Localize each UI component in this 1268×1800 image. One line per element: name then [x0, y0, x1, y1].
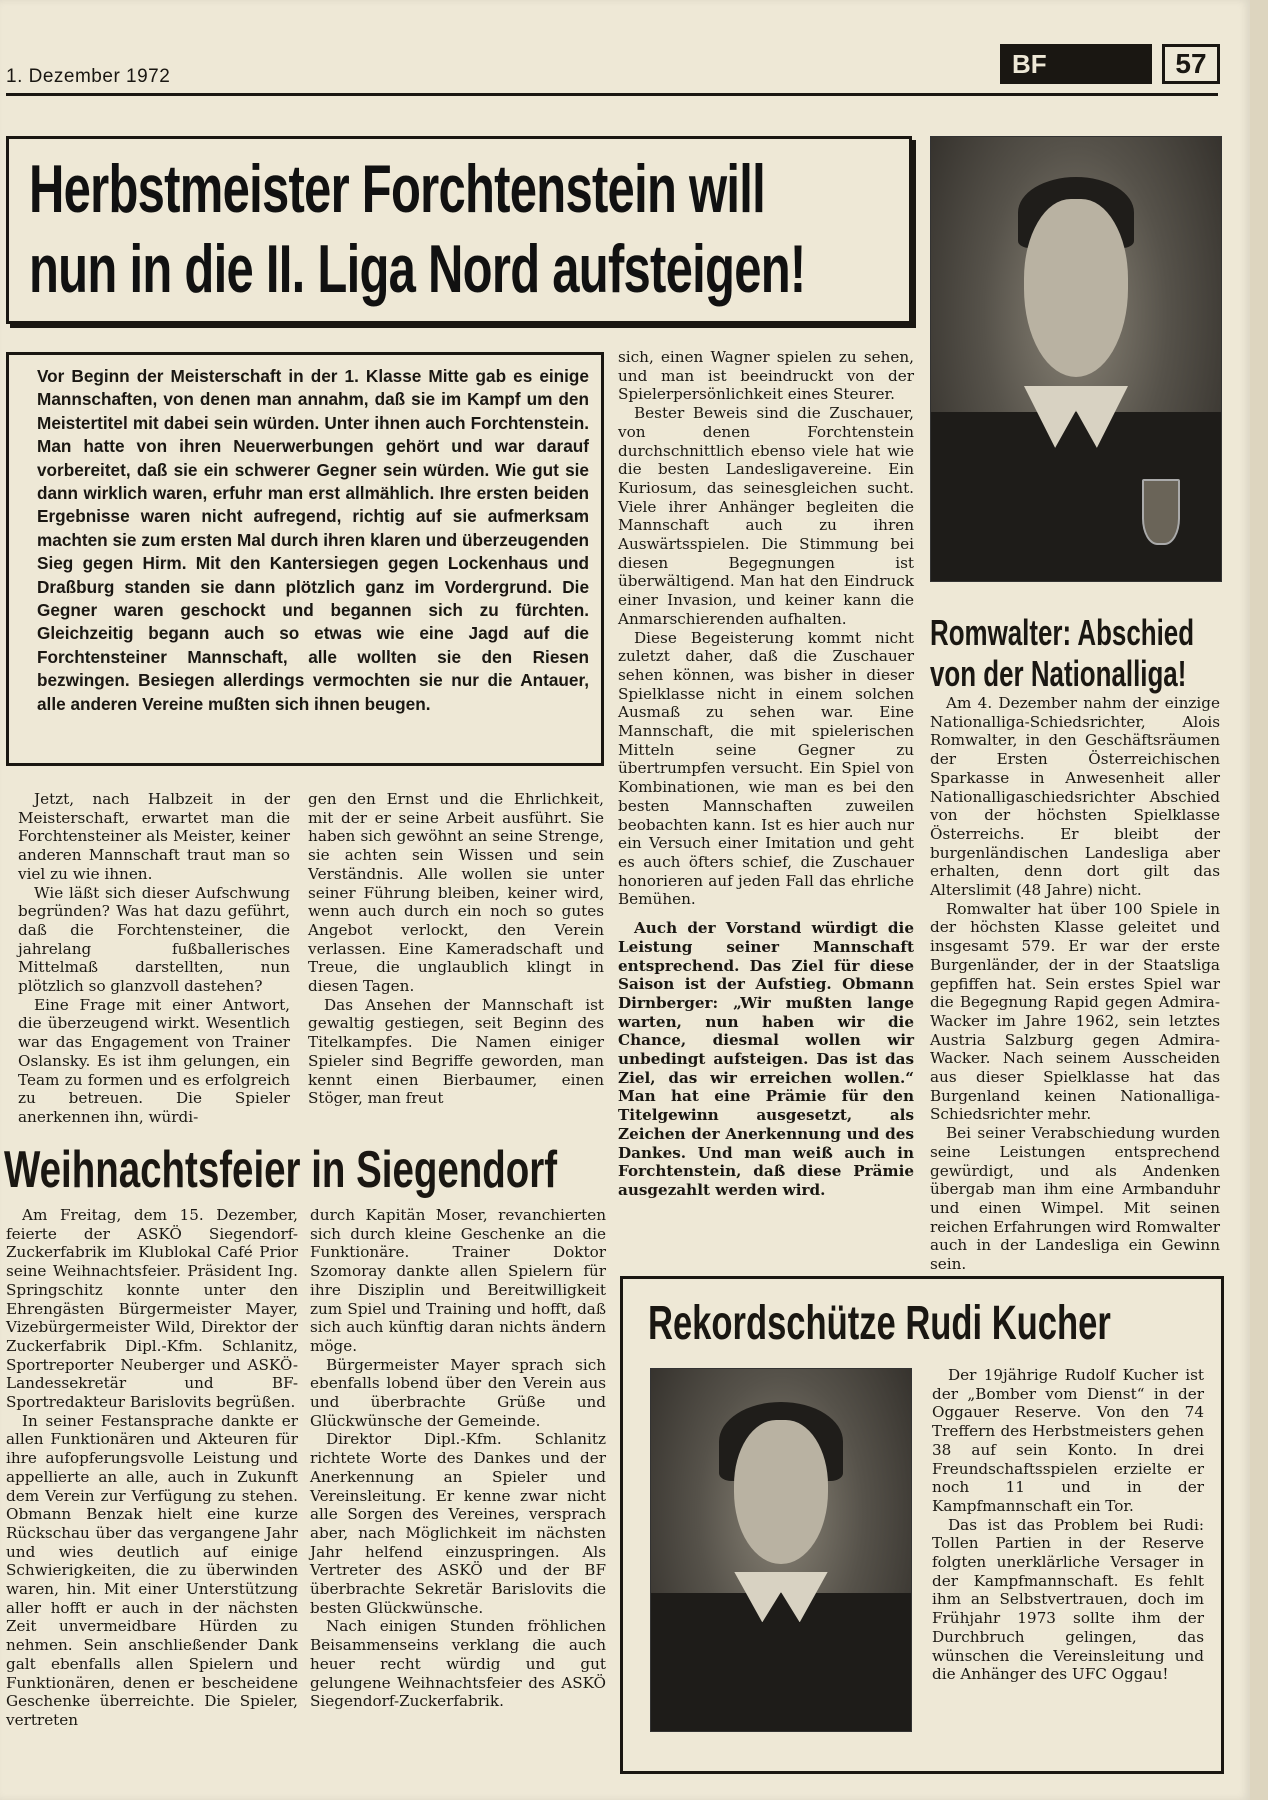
siegendorf-col2-p1: durch Kapitän Moser, revanchierten sich durch kleine Geschenke an die Funktionäre. Trainer Doktor Szomoray dankte allen Spielern für ihre Disziplin und Bereitwilligkeit zum Spiel und Training und hofft, daß sich auch künftig daran nichts ändern möge. [310, 1206, 606, 1355]
photo-face [734, 1420, 828, 1565]
romwalter-photo [930, 136, 1222, 582]
main-article-column-3 [618, 348, 914, 1248]
lead-text: Vor Beginn der Meisterschaft in der 1. Klasse Mitte gab es einige Mannschaften, von denen man annahm, daß sie im Kampf um den Meistertitel mit dabei sein würden. Unter ihnen auch Forchtenstein. Man hatte von ihren Neuerwerbungen gehört und war darauf vorbereitet, daß sie ein schwerer Gegner sein würden. Wie gut sie dann wirklich waren, erfuhr man erst allmählich. Ihre ersten beiden Ergebnisse waren nicht aufregend, richtig auf sie aufmerksam machten sie zum ersten Mal durch ihren klaren und überzeugenden Sieg gegen Hirm. Mit den Kantersiegen gegen Lockenhaus und Draßburg standen sie dann plötzlich ganz im Vordergrund. Die Gegner waren geschockt und begannen sich zu fürchten. Gleichzeitig begann auch so etwas wie eine Jagd auf die Forchtensteiner Mannschaft, alle wollten sie den Riesen bezwingen. Besiegen allerdings vermochten sie nur die Antauer, alle anderen Vereine mußten sich ihnen beugen. [37, 366, 589, 714]
siegendorf-col2-p3: Direktor Dipl.-Kfm. Schlanitz richtete Worte des Dankes und der Anerkennung an Spieler und Vereinsleitung. Er kenne zwar nicht alle Sorgen des Vereines, versprach aber, nach Möglichkeit im nächsten Jahr helfend einzuspringen. Als Vertreter des ASKÖ und der BF überbrachte Sekretär Barislovits die besten Glückwünsche. [310, 1430, 606, 1617]
main-col2-p2: Das Ansehen der Mannschaft ist gewaltig gestiegen, seit Beginn des Titelkampfes. Die Namen einiger Spieler sind Begriffe geworden, man kennt einen Bierbaumer, einen Stöger, man freut [308, 995, 604, 1108]
page-number: 57 [1162, 44, 1220, 84]
main-headline-box [6, 136, 912, 324]
romwalter-headline [930, 612, 1194, 695]
siegendorf-column-1 [6, 1206, 298, 1786]
romwalter-headline-line1: Romwalter: Abschied [930, 612, 1195, 653]
main-col3-p4: Auch der Vorstand würdigt die Leistung seiner Mannschaft entsprechend. Das Ziel für diese Saison ist der Aufstieg. Obmann Dirnberger: „Wir mußten lange warten, nun haben wir die Chance, diesmal wollen wir unbedingt aufsteigen. Das ist das Ziel, das wir erreichen wollen.“ Man hat eine Prämie für den Titelgewinn ausgesetzt, als Zeichen der Anerkennung und des Dankes. Und man weiß auch in Forchtenstein, daß diese Prämie ausgezahlt werden wird. [618, 919, 914, 1199]
main-col2-p1: gen den Ernst und die Ehrlichkeit, mit der er seine Arbeit ausführt. Sie haben sich gewöhnt an seine Strenge, sie achten sein Wissen und sein Verständnis. Alle wollen sie unter seiner Führung bleiben, keiner wird, wenn auch durch ein noch so gutes Angebot verlockt, den Verein verlassen. Eine Kameradschaft und Treue, die unglaublich klingt in diesen Tagen. [308, 790, 604, 996]
main-headline-line2: nun in die II. Liga Nord aufsteigen! [29, 231, 806, 307]
kucher-headline: Rekordschütze Rudi Kucher [648, 1297, 1111, 1350]
lead-paragraph-box [6, 352, 604, 766]
romwalter-article [930, 694, 1220, 1274]
main-col1-p2: Wie läßt sich dieser Aufschwung begründen? Was hat dazu geführt, daß die Forchtensteiner, die jahrelang fußballerisches Mittelmaß darstellten, nun plötzlich so glanzvoll dastehen? [18, 883, 290, 996]
siegendorf-col1-p1: Am Freitag, dem 15. Dezember, feierte der ASKÖ Siegendorf-Zuckerfabrik im Klublokal Café Prior seine Weihnachtsfeier. Präsident Ing. Springschitz konnte unter den Ehrengästen Bürgermeister Mayer, Vizebürgermeister Wild, Direktor der Zuckerfabrik Dipl.-Kfm. Schlanitz, Sportreporter Neuberger und ASKÖ-Landessekretär und BF-Sportredakteur Barislovits begrüßen. [6, 1206, 298, 1412]
photo-shirt [651, 1593, 911, 1731]
main-headline-line1: Herbstmeister Forchtenstein will [29, 151, 766, 227]
photo-face [1024, 199, 1128, 377]
main-col3-p1: sich, einen Wagner spielen zu sehen, und man ist beeindruckt von der Spielerpersönlichkeit eines Steurer. [618, 348, 914, 404]
siegendorf-col2-p2: Bürgermeister Mayer sprach sich ebenfalls lobend über den Verein aus und überbrachte Grüße und Glückwünsche der Gemeinde. [310, 1355, 606, 1430]
issue-date: 1. Dezember 1972 [6, 66, 171, 87]
kucher-photo [650, 1368, 912, 1732]
publication-logo: BF [1000, 44, 1152, 84]
romwalter-p1: Am 4. Dezember nahm der einzige Nationalliga-Schiedsrichter, Alois Romwalter, in den Geschäftsräumen der Ersten Österreichischen Sparkasse in Anwesenheit aller Nationalligaschiedsrichter Abschied von der höchsten Spielklasse Österreichs. Er bleibt der burgenländischen Landesliga aber erhalten, denn dort gilt das Alterslimit (48 Jahre) nicht. [930, 694, 1220, 900]
siegendorf-column-2 [310, 1206, 606, 1786]
main-article-column-2 [308, 790, 604, 1114]
romwalter-p3: Bei seiner Verabschiedung wurden seine Leistungen entsprechend gewürdigt, und als Andenken übergab man ihm eine Armbanduhr und einen Wimpel. Mit seinen reichen Erfahrungen wird Romwalter auch in der Landesliga ein Gewinn sein. [930, 1124, 1220, 1274]
header-rule [6, 93, 1218, 96]
siegendorf-col1-p2: In seiner Festansprache dankte er allen Funktionären und Akteuren für ihre aufopferungsvolle Leistung und appellierte an alle, auch in Zukunft dem Verein zur Verfügung zu stehen. Obmann Benzak hielt eine kurze Rückschau über das vergangene Jahr und wies deutlich auf einige Schwierigkeiten, die zu überwinden waren, hin. Mit einer Unterstützung aller hofft er auch in der nächsten Zeit unvermeidbare Hürden zu nehmen. Sein anschließender Dank galt ebenfalls allen Spielern und Funktionären, denen er bescheidene Geschenke überreichte. Die Spieler, vertreten [6, 1411, 298, 1729]
main-article-column-1 [18, 790, 290, 1126]
main-col1-p1: Jetzt, nach Halbzeit in der Meisterschaft, erwartet man die Forchtensteiner als Meister, keiner anderen Mannschaft traut man so viel zu wie ihnen. [18, 790, 290, 883]
romwalter-headline-line2: von der Nationalliga! [930, 653, 1187, 695]
siegendorf-headline: Weihnachtsfeier in Siegendorf [4, 1141, 558, 1199]
referee-badge-icon [1142, 479, 1181, 545]
kucher-article [932, 1366, 1204, 1766]
main-col1-p3: Eine Frage mit einer Antwort, die überzeugend wirkt. Wesentlich war das Engagement von Trainer Oslansky. Es ist ihm gelungen, ein Team zu formen und es erfolgreich zu betreuen. Die Spieler anerkennen ihn, würdi- [18, 995, 290, 1126]
kucher-p1: Der 19jährige Rudolf Kucher ist der „Bomber vom Dienst“ in der Oggauer Reserve. Von den 74 Treffern des Herbstmeisters gehen 38 auf sein Konto. In drei Freundschaftsspielen erzielte er noch 11 und in der Kampfmannschaft ein Tor. [932, 1366, 1204, 1515]
kucher-p2: Das ist das Problem bei Rudi: Tollen Partien in der Reserve folgten unerklärliche Versager in der Kampfmannschaft. Es fehlt ihm an Selbstvertrauen, doch im Frühjahr 1973 sollte ihm der Durchbruch gelingen, das wünschen die Vereinsleitung und die Anhänger des UFC Oggau! [932, 1515, 1204, 1684]
main-col3-p3: Diese Begeisterung kommt nicht zuletzt daher, daß die Zuschauer sehen können, was bisher in dieser Spielklasse nicht in einem solchen Ausmaß zu sehen war. Eine Mannschaft, die mit spielerischen Mitteln seine Gegner zu übertrumpfen versucht. Ein Spiel von Kombinationen, wie man es bei den besten Mannschaften zuweilen beobachten kann. Ist es hier auch nur ein Versuch einer Imitation und geht es auch öfters schief, die Zuschauer honorieren auf jeden Fall das ehrliche Bemühen. [618, 628, 914, 909]
romwalter-p2: Romwalter hat über 100 Spiele in der höchsten Klasse geleitet und insgesamt 579. Er war der erste Burgenländer, der in der Staatsliga gepfiffen hat. Sein erstes Spiel war die Begegnung Rapid gegen Admira-Wacker im Jahre 1962, sein letztes Austria Salzburg gegen Admira-Wacker. Nach seinem Ausscheiden aus dieser Spielklasse hat das Burgenland keinen Nationalliga-Schiedsrichter mehr. [930, 899, 1220, 1124]
main-col3-p2: Bester Beweis sind die Zuschauer, von denen Forchtenstein durchschnittlich ebenso viele hat wie die besten Landesligavereine. Ein Kuriosum, das seinesgleichen sucht. Viele ihrer Anhänger begleiten die Mannschaft auch zu ihren Auswärtsspielen. Die Stimmung bei diesen Begegnungen ist überwältigend. Man hat den Eindruck einer Invasion, und keiner kann die Anmarschierenden aufhalten. [618, 404, 914, 628]
siegendorf-col2-p4: Nach einigen Stunden fröhlichen Beisammenseins verklang die auch heuer recht würdig und gut gelungene Weihnachtsfeier des ASKÖ Siegendorf-Zuckerfabrik. [310, 1617, 606, 1711]
